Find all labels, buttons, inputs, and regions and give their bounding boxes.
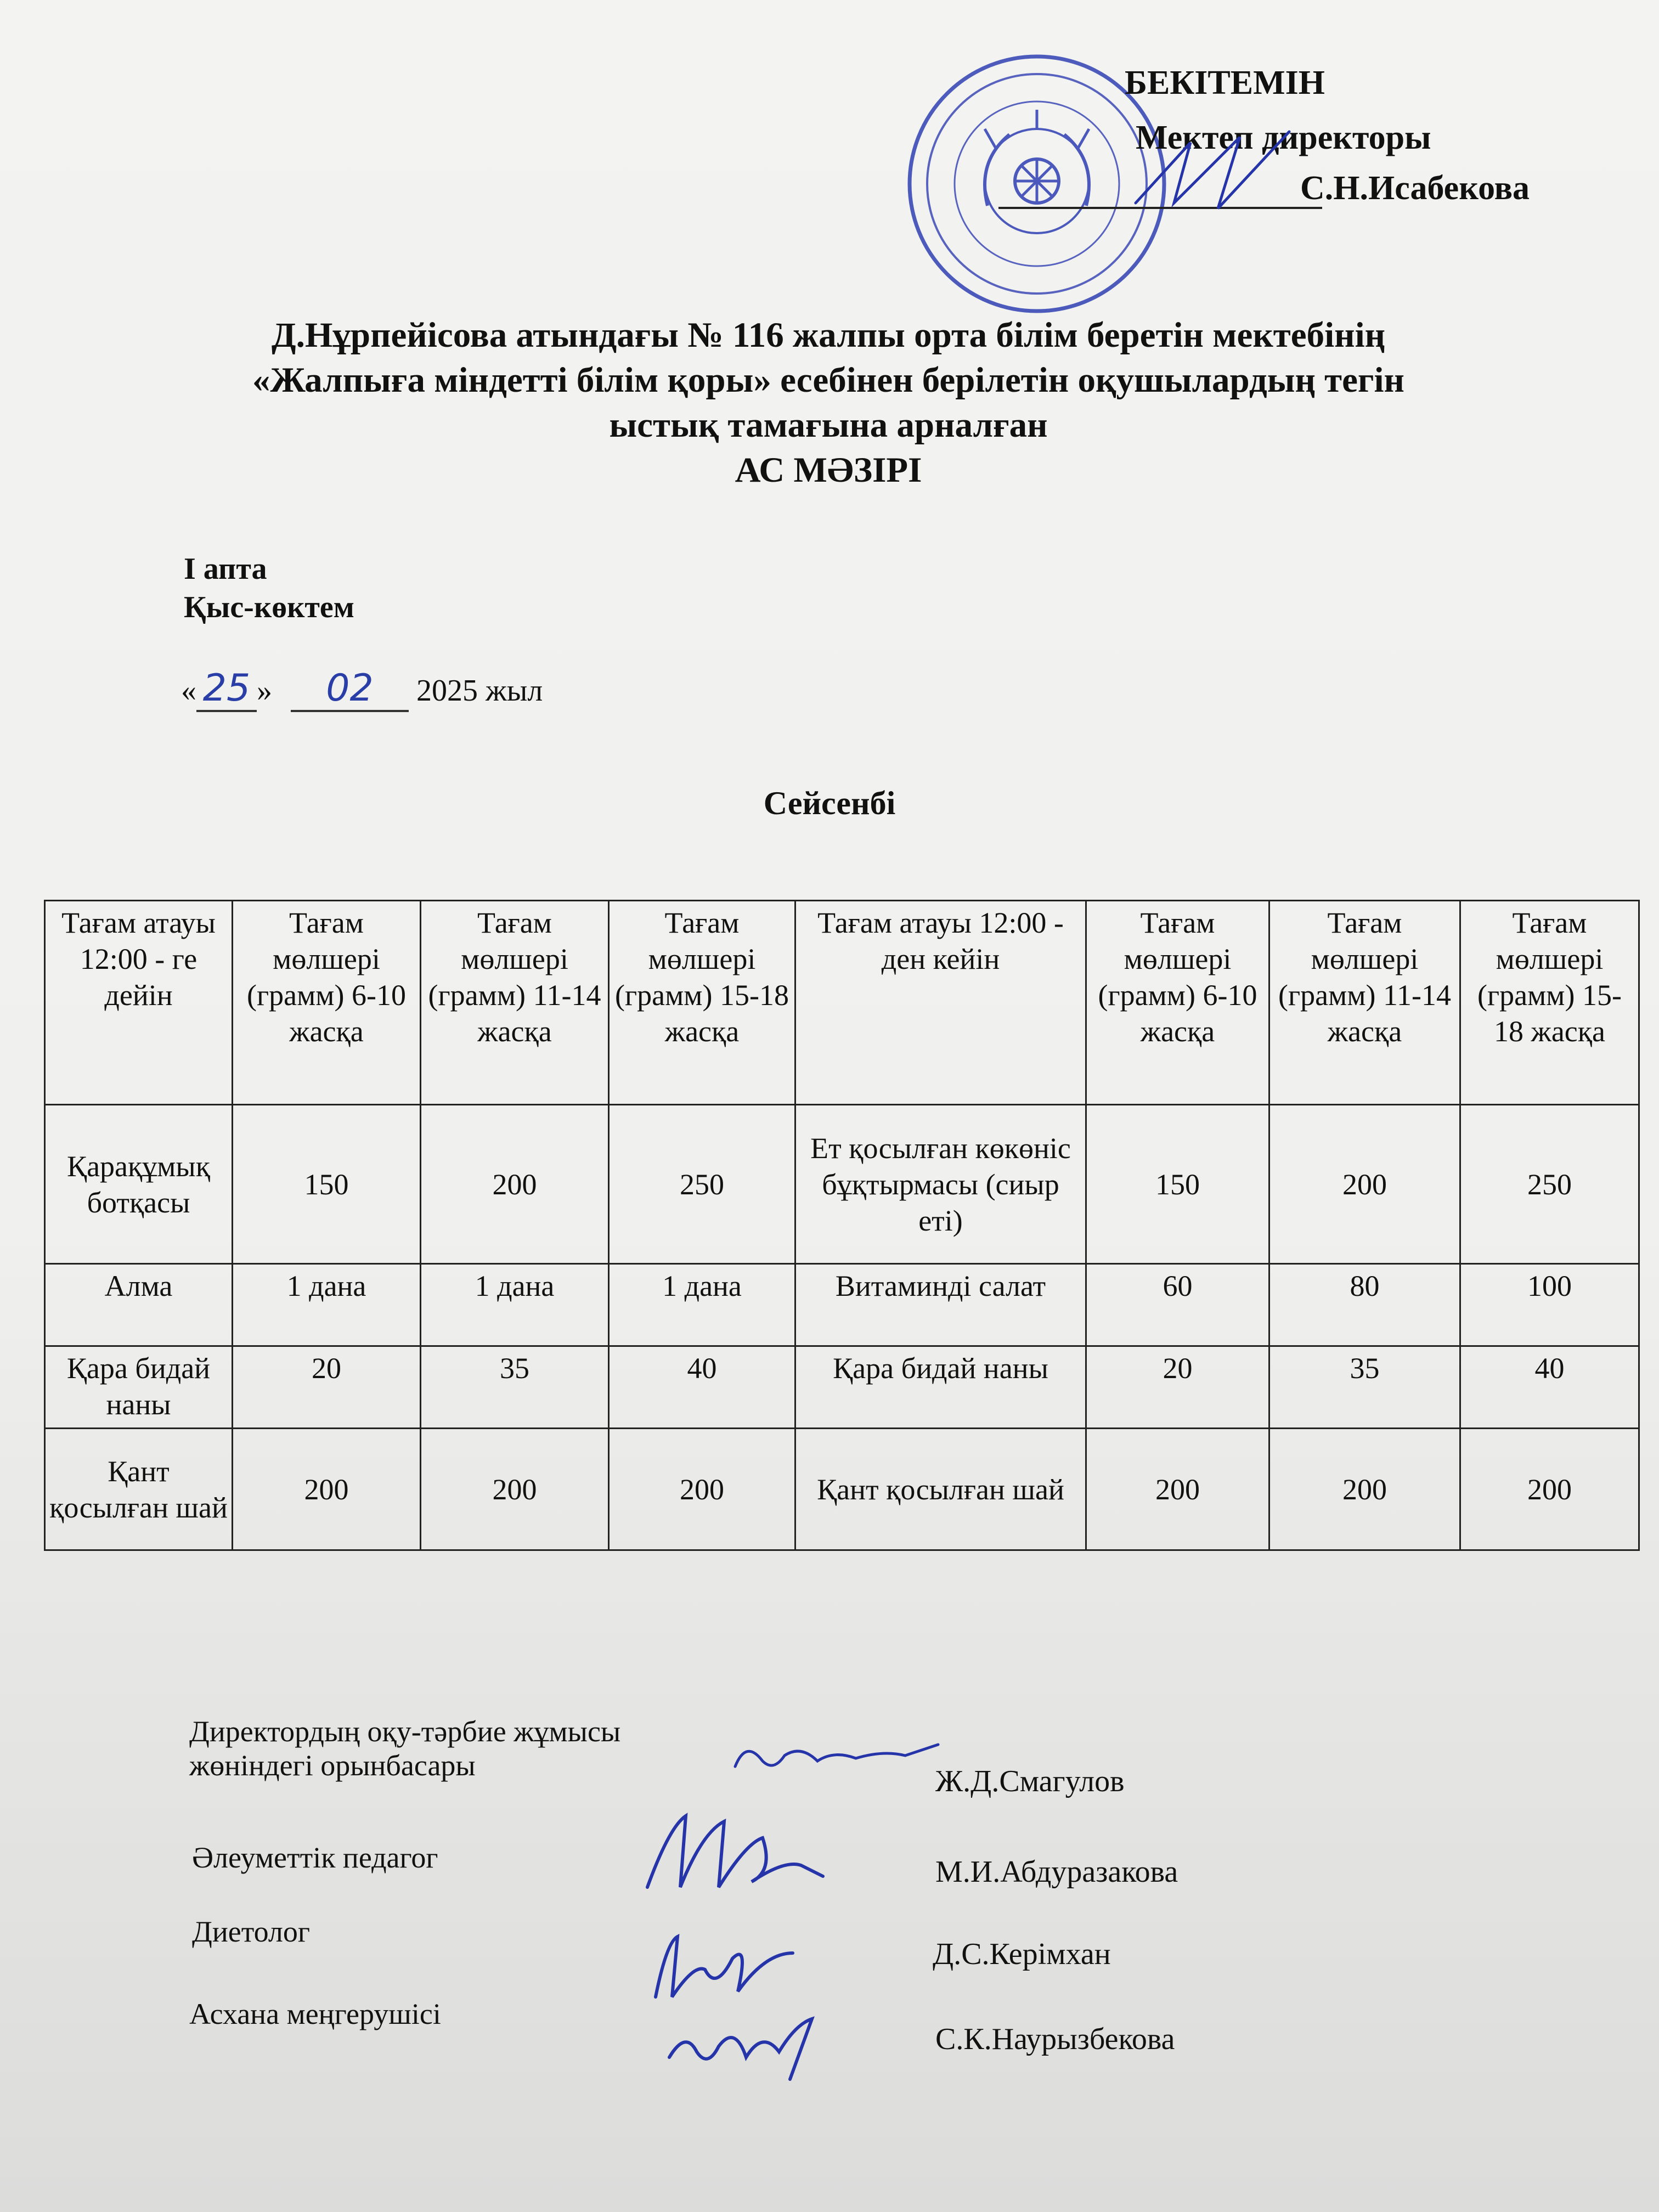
title-line-4: АС МӘЗІРІ bbox=[735, 450, 922, 490]
table-cell: 1 дана bbox=[609, 1264, 795, 1346]
table-cell: 200 bbox=[1269, 1105, 1460, 1264]
approval-heading: БЕКІТЕМІН bbox=[1125, 64, 1325, 101]
signatory-name-1: Ж.Д.Смагулов bbox=[935, 1764, 1125, 1798]
table-cell: 40 bbox=[1460, 1346, 1639, 1429]
table-cell: 1 дана bbox=[233, 1264, 421, 1346]
table-cell: 200 bbox=[233, 1429, 421, 1550]
date-line bbox=[181, 667, 543, 712]
signature-abdurazakova bbox=[636, 1794, 834, 1904]
table-cell: 35 bbox=[1269, 1346, 1460, 1429]
table-cell: 250 bbox=[1460, 1105, 1639, 1264]
date-close-quote: » bbox=[257, 674, 272, 708]
signatory-role-1: Директордың оқу-тәрбие жұмысы жөніндегі орынбасары bbox=[189, 1715, 621, 1782]
emblem-icon bbox=[985, 110, 1089, 233]
table-cell: 200 bbox=[421, 1105, 609, 1264]
signatory-role-2: Әлеуметтік педагог bbox=[192, 1841, 438, 1874]
header-cell: Тағам мөлшері (грамм) 11-14 жасқа bbox=[421, 901, 609, 1105]
signature-nauryzbekova bbox=[658, 1997, 839, 2090]
table-cell: 1 дана bbox=[421, 1264, 609, 1346]
table-cell: Қант қосылған шай bbox=[795, 1429, 1086, 1550]
table-cell: 20 bbox=[1086, 1346, 1269, 1429]
director-signature bbox=[1125, 121, 1306, 230]
table-cell: 200 bbox=[609, 1429, 795, 1550]
table-cell: 150 bbox=[1086, 1105, 1269, 1264]
table-cell: 200 bbox=[1460, 1429, 1639, 1550]
day-name: Сейсенбі bbox=[763, 785, 896, 821]
table-cell: 60 bbox=[1086, 1264, 1269, 1346]
approval-position: Мектеп директоры bbox=[1136, 119, 1431, 156]
week-label: І апта bbox=[184, 552, 267, 586]
table-cell: 150 bbox=[233, 1105, 421, 1264]
table-header-row bbox=[45, 901, 1639, 1105]
table-cell: 100 bbox=[1460, 1264, 1639, 1346]
season-label: Қыс-көктем bbox=[184, 590, 354, 624]
header-cell: Тағам атауы 12:00 - ден кейін bbox=[795, 901, 1086, 1105]
menu-table bbox=[44, 900, 1640, 1551]
signatory-name-2: М.И.Абдуразакова bbox=[935, 1855, 1178, 1889]
signatory-name-3: Д.С.Керімхан bbox=[933, 1937, 1111, 1971]
table-cell: 200 bbox=[1269, 1429, 1460, 1550]
table-cell: Витаминді салат bbox=[795, 1264, 1086, 1346]
table-row bbox=[45, 1105, 1639, 1264]
header-cell: Тағам мөлшері (грамм) 6-10 жасқа bbox=[233, 901, 421, 1105]
table-cell: 200 bbox=[421, 1429, 609, 1550]
date-month: 02 bbox=[291, 667, 409, 712]
title-line-1: Д.Нұрпейісова атындағы № 116 жалпы орта білім беретін мектебінің bbox=[271, 315, 1386, 355]
table-cell: Қара бидай наны bbox=[45, 1346, 233, 1429]
signatory-name-4: С.К.Наурызбекова bbox=[935, 2022, 1175, 2056]
date-year: 2025 жыл bbox=[416, 674, 543, 708]
date-day: 25 bbox=[196, 667, 257, 712]
header-cell: Тағам мөлшері (грамм) 15-18 жасқа bbox=[1460, 901, 1639, 1105]
signature-smagulov bbox=[724, 1717, 944, 1788]
table-cell: 20 bbox=[233, 1346, 421, 1429]
table-row bbox=[45, 1264, 1639, 1346]
date-open-quote: « bbox=[181, 674, 196, 708]
table-cell: 80 bbox=[1269, 1264, 1460, 1346]
signatory-role-3: Диетолог bbox=[192, 1915, 310, 1948]
table-cell: Қара бидай наны bbox=[795, 1346, 1086, 1429]
approval-name: С.Н.Исабекова bbox=[1300, 170, 1530, 207]
table-cell: 35 bbox=[421, 1346, 609, 1429]
table-row bbox=[45, 1346, 1639, 1429]
header-cell: Тағам атауы 12:00 - ге дейін bbox=[45, 901, 233, 1105]
table-row bbox=[45, 1429, 1639, 1550]
table-cell: Алма bbox=[45, 1264, 233, 1346]
header-cell: Тағам мөлшері (грамм) 11-14 жасқа bbox=[1269, 901, 1460, 1105]
table-cell: 250 bbox=[609, 1105, 795, 1264]
table-cell: 200 bbox=[1086, 1429, 1269, 1550]
table-cell: 40 bbox=[609, 1346, 795, 1429]
header-cell: Тағам мөлшері (грамм) 15-18 жасқа bbox=[609, 901, 795, 1105]
table-cell: Қарақұмық ботқасы bbox=[45, 1105, 233, 1264]
title-line-2: «Жалпыға міндетті білім қоры» есебінен берілетін оқушылардың тегін bbox=[252, 360, 1404, 400]
table-cell: Ет қосылған көкөніс бұқтырмасы (сиыр еті) bbox=[795, 1105, 1086, 1264]
title-line-3: ыстық тамағына арналған bbox=[609, 405, 1048, 445]
header-cell: Тағам мөлшері (грамм) 6-10 жасқа bbox=[1086, 901, 1269, 1105]
signatory-role-4: Асхана меңгерушісі bbox=[189, 1997, 441, 2030]
document-title bbox=[165, 313, 1492, 493]
table-cell: Қант қосылған шай bbox=[45, 1429, 233, 1550]
